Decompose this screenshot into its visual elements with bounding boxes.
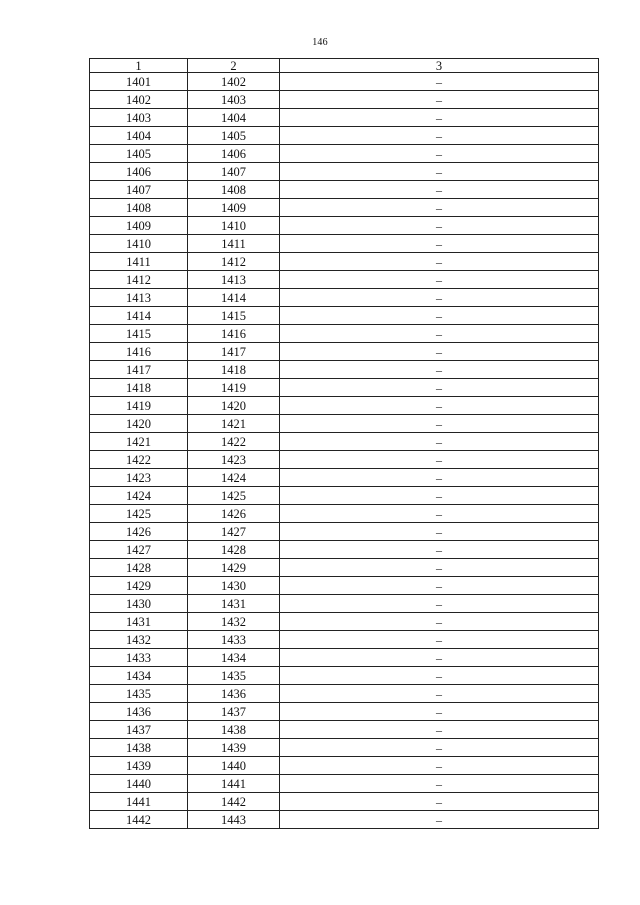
table-row	[90, 577, 599, 595]
table-cell-col-1: 1436	[90, 703, 188, 721]
table-cell-col-1: 1432	[90, 631, 188, 649]
table-cell-col-3: –	[280, 307, 599, 325]
table-cell-col-1: 1403	[90, 109, 188, 127]
table-cell-col-2: 1437	[188, 703, 280, 721]
table-cell-col-3: –	[280, 757, 599, 775]
table-cell-col-2: 1405	[188, 127, 280, 145]
table-cell-col-1: 1405	[90, 145, 188, 163]
table-cell-col-3: –	[280, 703, 599, 721]
table-cell-col-3: –	[280, 595, 599, 613]
table-cell-col-3: –	[280, 361, 599, 379]
table-cell-col-2: 1425	[188, 487, 280, 505]
table-cell-col-3: –	[280, 775, 599, 793]
table-cell-col-1: 1402	[90, 91, 188, 109]
table-cell-col-3: –	[280, 469, 599, 487]
table-cell-col-2: 1417	[188, 343, 280, 361]
table-cell-col-2: 1403	[188, 91, 280, 109]
table-row	[90, 397, 599, 415]
table-cell-col-1: 1428	[90, 559, 188, 577]
table-cell-col-1: 1421	[90, 433, 188, 451]
table-cell-col-1: 1412	[90, 271, 188, 289]
table-cell-col-2: 1411	[188, 235, 280, 253]
table-cell-col-2: 1433	[188, 631, 280, 649]
column-header-3: 3	[280, 59, 599, 73]
table-cell-col-1: 1438	[90, 739, 188, 757]
table-row	[90, 433, 599, 451]
table-cell-col-1: 1437	[90, 721, 188, 739]
column-header-1: 1	[90, 59, 188, 73]
table-cell-col-1: 1433	[90, 649, 188, 667]
table-cell-col-3: –	[280, 289, 599, 307]
column-header-2: 2	[188, 59, 280, 73]
table-row	[90, 325, 599, 343]
table-row	[90, 685, 599, 703]
table-cell-col-3: –	[280, 577, 599, 595]
table-cell-col-2: 1407	[188, 163, 280, 181]
table-cell-col-2: 1408	[188, 181, 280, 199]
table-cell-col-1: 1406	[90, 163, 188, 181]
table-cell-col-1: 1425	[90, 505, 188, 523]
table-cell-col-1: 1401	[90, 73, 188, 91]
table-row	[90, 253, 599, 271]
table-cell-col-3: –	[280, 217, 599, 235]
table-cell-col-2: 1438	[188, 721, 280, 739]
table-cell-col-1: 1408	[90, 199, 188, 217]
table-cell-col-1: 1409	[90, 217, 188, 235]
table-cell-col-1: 1417	[90, 361, 188, 379]
table-row	[90, 127, 599, 145]
table-cell-col-1: 1418	[90, 379, 188, 397]
table-cell-col-1: 1407	[90, 181, 188, 199]
table-cell-col-3: –	[280, 91, 599, 109]
table-cell-col-2: 1402	[188, 73, 280, 91]
table-row	[90, 343, 599, 361]
table-cell-col-3: –	[280, 667, 599, 685]
table-cell-col-3: –	[280, 181, 599, 199]
table-body	[90, 73, 599, 829]
table-row	[90, 235, 599, 253]
table-row	[90, 559, 599, 577]
table-row	[90, 739, 599, 757]
table-row	[90, 703, 599, 721]
table-row	[90, 811, 599, 829]
table-cell-col-1: 1426	[90, 523, 188, 541]
table-cell-col-3: –	[280, 685, 599, 703]
table-cell-col-3: –	[280, 397, 599, 415]
table-cell-col-1: 1431	[90, 613, 188, 631]
table-cell-col-3: –	[280, 721, 599, 739]
table-cell-col-3: –	[280, 559, 599, 577]
table-cell-col-1: 1434	[90, 667, 188, 685]
table-cell-col-3: –	[280, 415, 599, 433]
table-row	[90, 163, 599, 181]
table-cell-col-3: –	[280, 109, 599, 127]
table-cell-col-2: 1439	[188, 739, 280, 757]
table-cell-col-3: –	[280, 613, 599, 631]
table-cell-col-1: 1422	[90, 451, 188, 469]
table-cell-col-1: 1427	[90, 541, 188, 559]
table-cell-col-2: 1423	[188, 451, 280, 469]
table-row	[90, 289, 599, 307]
table-cell-col-2: 1409	[188, 199, 280, 217]
table-cell-col-2: 1412	[188, 253, 280, 271]
table-cell-col-3: –	[280, 163, 599, 181]
table-cell-col-1: 1440	[90, 775, 188, 793]
table-cell-col-2: 1430	[188, 577, 280, 595]
table-cell-col-3: –	[280, 127, 599, 145]
page-number: 146	[312, 37, 328, 48]
table-row	[90, 199, 599, 217]
table-row	[90, 595, 599, 613]
table-row	[90, 271, 599, 289]
table-cell-col-2: 1406	[188, 145, 280, 163]
table-cell-col-3: –	[280, 541, 599, 559]
table-cell-col-2: 1428	[188, 541, 280, 559]
table-cell-col-1: 1442	[90, 811, 188, 829]
table-cell-col-3: –	[280, 271, 599, 289]
table-cell-col-1: 1416	[90, 343, 188, 361]
table-cell-col-1: 1411	[90, 253, 188, 271]
table-row	[90, 91, 599, 109]
table-cell-col-3: –	[280, 811, 599, 829]
table-row	[90, 757, 599, 775]
table-cell-col-1: 1430	[90, 595, 188, 613]
table-cell-col-2: 1440	[188, 757, 280, 775]
table-row	[90, 109, 599, 127]
table-cell-col-3: –	[280, 505, 599, 523]
table-cell-col-3: –	[280, 793, 599, 811]
table-cell-col-3: –	[280, 73, 599, 91]
table-cell-col-1: 1420	[90, 415, 188, 433]
table-cell-col-3: –	[280, 739, 599, 757]
table-cell-col-2: 1422	[188, 433, 280, 451]
table-cell-col-3: –	[280, 379, 599, 397]
table-cell-col-2: 1413	[188, 271, 280, 289]
table-cell-col-2: 1420	[188, 397, 280, 415]
table-cell-col-3: –	[280, 145, 599, 163]
table-cell-col-1: 1423	[90, 469, 188, 487]
table-row	[90, 541, 599, 559]
table-row	[90, 145, 599, 163]
table-row	[90, 307, 599, 325]
table-row	[90, 505, 599, 523]
table-cell-col-2: 1431	[188, 595, 280, 613]
table-cell-col-3: –	[280, 649, 599, 667]
data-table	[89, 58, 599, 829]
table-cell-col-1: 1413	[90, 289, 188, 307]
table-row	[90, 379, 599, 397]
table-row	[90, 523, 599, 541]
table-cell-col-2: 1427	[188, 523, 280, 541]
table-cell-col-3: –	[280, 253, 599, 271]
table-cell-col-3: –	[280, 631, 599, 649]
table-cell-col-1: 1435	[90, 685, 188, 703]
table-cell-col-2: 1410	[188, 217, 280, 235]
table-cell-col-1: 1415	[90, 325, 188, 343]
table-cell-col-2: 1404	[188, 109, 280, 127]
table-cell-col-3: –	[280, 523, 599, 541]
table-cell-col-2: 1434	[188, 649, 280, 667]
table-row	[90, 217, 599, 235]
table-row	[90, 775, 599, 793]
table-cell-col-2: 1419	[188, 379, 280, 397]
table-row	[90, 667, 599, 685]
table-cell-col-1: 1410	[90, 235, 188, 253]
table-row	[90, 361, 599, 379]
table-cell-col-3: –	[280, 487, 599, 505]
table-row	[90, 793, 599, 811]
table-cell-col-2: 1414	[188, 289, 280, 307]
table-cell-col-2: 1436	[188, 685, 280, 703]
table-cell-col-1: 1441	[90, 793, 188, 811]
table-row	[90, 181, 599, 199]
table-cell-col-3: –	[280, 235, 599, 253]
table-cell-col-1: 1419	[90, 397, 188, 415]
table-cell-col-2: 1426	[188, 505, 280, 523]
table-header-row	[90, 59, 599, 73]
table-cell-col-2: 1441	[188, 775, 280, 793]
table-cell-col-2: 1416	[188, 325, 280, 343]
table-cell-col-2: 1442	[188, 793, 280, 811]
table-cell-col-1: 1429	[90, 577, 188, 595]
table-cell-col-3: –	[280, 451, 599, 469]
table-cell-col-3: –	[280, 343, 599, 361]
table-row	[90, 73, 599, 91]
table-row	[90, 469, 599, 487]
table-row	[90, 415, 599, 433]
table-row	[90, 487, 599, 505]
table-cell-col-2: 1443	[188, 811, 280, 829]
table-cell-col-2: 1435	[188, 667, 280, 685]
table-cell-col-2: 1415	[188, 307, 280, 325]
table-cell-col-2: 1432	[188, 613, 280, 631]
table-cell-col-3: –	[280, 199, 599, 217]
table-row	[90, 451, 599, 469]
table-row	[90, 631, 599, 649]
table-cell-col-2: 1418	[188, 361, 280, 379]
table-cell-col-3: –	[280, 325, 599, 343]
table-cell-col-2: 1421	[188, 415, 280, 433]
table-cell-col-2: 1424	[188, 469, 280, 487]
table-row	[90, 613, 599, 631]
table-cell-col-1: 1439	[90, 757, 188, 775]
table-cell-col-1: 1414	[90, 307, 188, 325]
table-row	[90, 721, 599, 739]
table-cell-col-3: –	[280, 433, 599, 451]
table-cell-col-1: 1404	[90, 127, 188, 145]
table-row	[90, 649, 599, 667]
table-cell-col-2: 1429	[188, 559, 280, 577]
table-cell-col-1: 1424	[90, 487, 188, 505]
